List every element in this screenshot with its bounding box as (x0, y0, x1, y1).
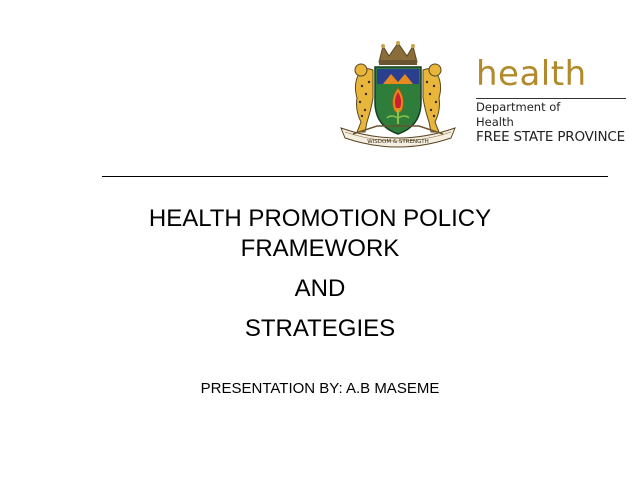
free-state-coat-of-arms-icon (333, 40, 463, 152)
right-leopard-icon (423, 64, 441, 132)
crown-icon (379, 41, 417, 65)
title-spacer (0, 264, 640, 274)
slide-title (0, 204, 640, 344)
title-line-1: HEALTH PROMOTION POLICY (148, 205, 492, 232)
header-divider (102, 176, 608, 177)
title-line-2: FRAMEWORK (240, 235, 400, 262)
left-leopard-icon (355, 64, 373, 132)
province-name: FREE STATE PROVINCE (476, 129, 625, 145)
title-spacer (0, 304, 640, 314)
department-logo (476, 56, 632, 145)
svg-text:WISDOM & STRENGTH: WISDOM & STRENGTH (367, 139, 429, 145)
department-line-1: Department of (476, 100, 561, 114)
presenter-line: PRESENTATION BY: A.B MASEME (200, 380, 440, 397)
brand-word: health (476, 54, 587, 94)
shield-icon (375, 67, 421, 134)
department-line-2: Health (476, 115, 514, 129)
title-line-3: AND (294, 275, 346, 302)
title-line-4: STRATEGIES (244, 315, 396, 342)
brand-rule (476, 98, 626, 99)
